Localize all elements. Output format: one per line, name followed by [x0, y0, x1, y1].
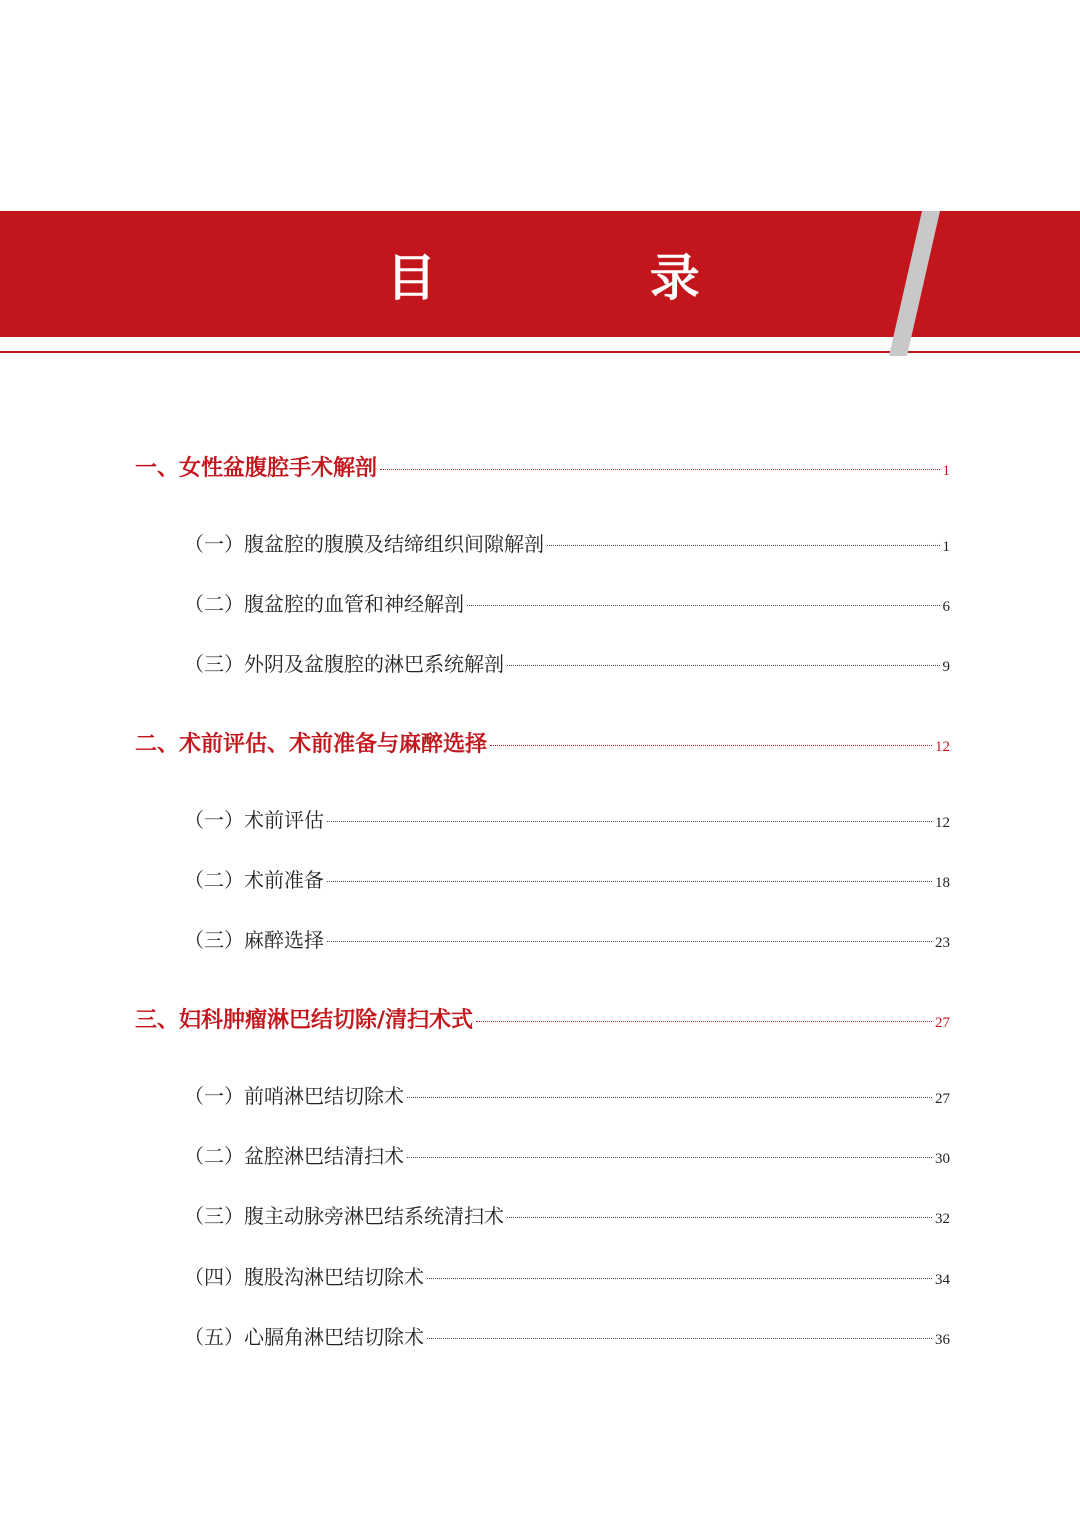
toc-section-label: （二）腹盆腔的血管和神经解剖 — [184, 592, 464, 616]
toc-section-3-4[interactable] — [184, 1261, 950, 1290]
toc-page-number: 12 — [935, 739, 950, 755]
toc-section-3-5[interactable] — [184, 1321, 950, 1350]
dot-leader — [427, 1338, 932, 1339]
dot-leader — [507, 665, 940, 666]
dot-leader — [327, 881, 932, 882]
toc-section-1-3[interactable] — [184, 648, 950, 677]
toc-section-label: （一）前哨淋巴结切除术 — [184, 1084, 404, 1108]
toc-chapter-label: 二、术前评估、术前准备与麻醉选择 — [135, 732, 488, 757]
page-title: 目 录 — [386, 249, 798, 307]
toc-chapter-label: 一、女性盆腹腔手术解剖 — [135, 456, 378, 481]
toc-section-label: （二）盆腔淋巴结清扫术 — [184, 1144, 404, 1168]
toc-page-number: 12 — [935, 815, 950, 831]
toc-section-2-2[interactable] — [184, 864, 950, 893]
toc-section-label: （一）术前评估 — [184, 808, 324, 832]
toc-page-number: 23 — [935, 935, 950, 951]
toc-chapter-label: 三、妇科肿瘤淋巴结切除/清扫术式 — [135, 1008, 474, 1033]
toc-section-1-1[interactable] — [184, 528, 950, 557]
toc-page-number: 32 — [935, 1211, 950, 1227]
dot-leader — [507, 1217, 932, 1218]
toc-section-label: （二）术前准备 — [184, 868, 324, 892]
toc-page-number: 9 — [942, 659, 950, 675]
toc-section-label: （五）心膈角淋巴结切除术 — [184, 1325, 424, 1349]
toc-section-3-3[interactable] — [184, 1200, 950, 1229]
toc-page-number: 27 — [935, 1015, 950, 1031]
toc-page-number: 30 — [935, 1151, 950, 1167]
toc-section-label: （四）腹股沟淋巴结切除术 — [184, 1265, 424, 1289]
dot-leader — [476, 1021, 932, 1022]
toc-section-3-1[interactable] — [184, 1080, 950, 1109]
toc-section-label: （三）腹主动脉旁淋巴结系统清扫术 — [184, 1204, 504, 1228]
toc-section-1-2[interactable] — [184, 588, 950, 617]
toc-page-number: 1 — [942, 539, 950, 555]
toc-section-label: （三）外阴及盆腹腔的淋巴系统解剖 — [184, 652, 504, 676]
dot-leader — [407, 1097, 932, 1098]
toc-page-number: 36 — [935, 1332, 950, 1348]
toc-section-2-1[interactable] — [184, 804, 950, 833]
dot-leader — [380, 469, 939, 470]
toc-page-number: 27 — [935, 1091, 950, 1107]
dot-leader — [427, 1278, 932, 1279]
dot-leader — [490, 745, 932, 746]
toc-page-number: 1 — [942, 463, 950, 479]
toc-chapter-1[interactable] — [135, 451, 950, 482]
dot-leader — [327, 941, 932, 942]
toc-section-label: （三）麻醉选择 — [184, 928, 324, 952]
dot-leader — [327, 821, 932, 822]
dot-leader — [407, 1157, 932, 1158]
toc-chapter-2[interactable] — [135, 727, 950, 758]
toc-page-number: 34 — [935, 1272, 950, 1288]
toc-section-label: （一）腹盆腔的腹膜及结缔组织间隙解剖 — [184, 532, 544, 556]
dot-leader — [467, 605, 940, 606]
toc-page-number: 6 — [942, 599, 950, 615]
toc-page-number: 18 — [935, 875, 950, 891]
toc-chapter-3[interactable] — [135, 1003, 950, 1034]
toc-section-2-3[interactable] — [184, 924, 950, 953]
toc-section-3-2[interactable] — [184, 1140, 950, 1169]
dot-leader — [547, 545, 940, 546]
